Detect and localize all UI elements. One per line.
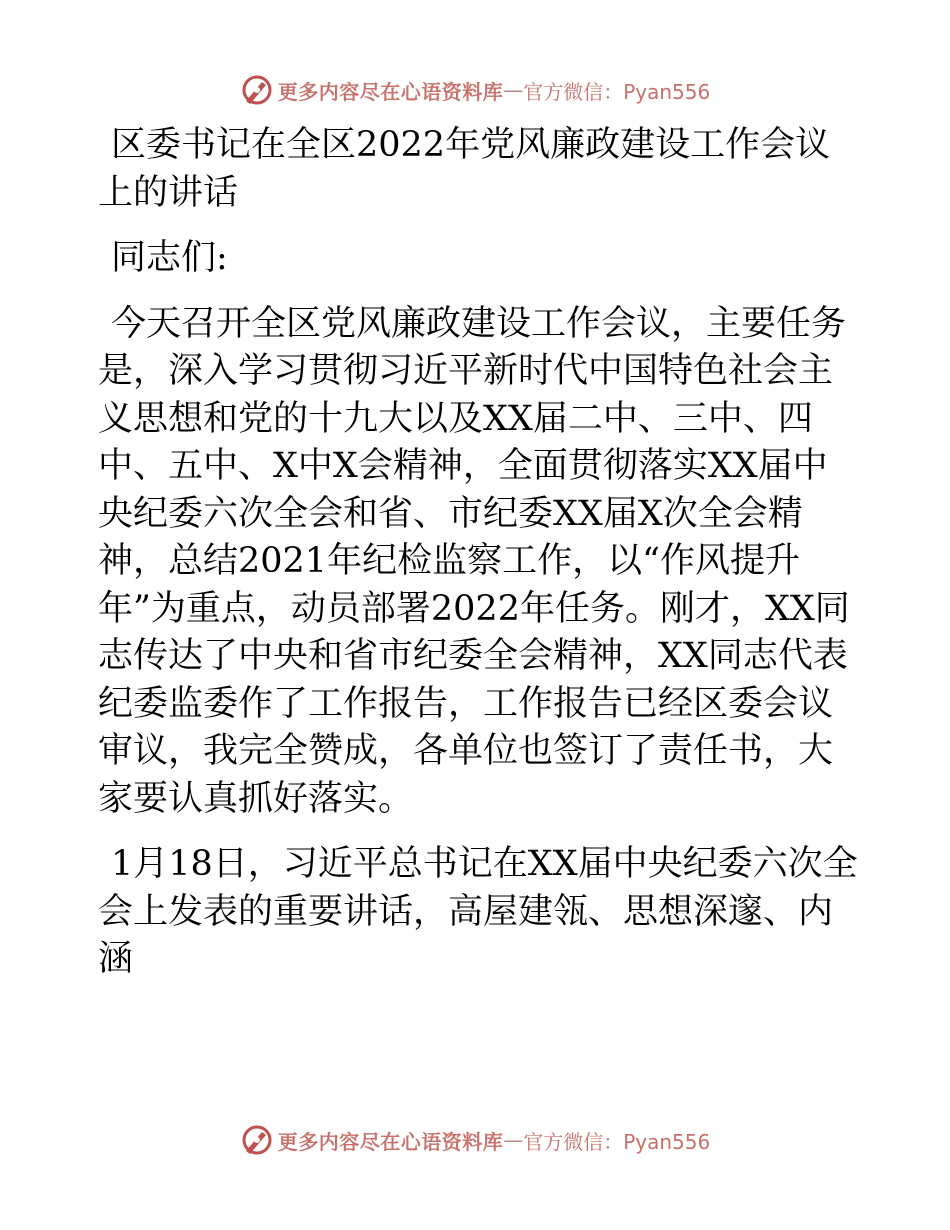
pen-logo-icon [240, 73, 274, 107]
watermark-banner-bottom [0, 1120, 950, 1160]
paragraph: 1月18日，习近平总书记在XX届中央纪委六次全会上发表的重要讲话，高屋建瓴、思想深邃、内涵 [98, 844, 858, 979]
pen-logo-icon [240, 1123, 274, 1157]
watermark-official-wechat: 官方微信：Pyan556 [523, 79, 711, 104]
paragraph: 今天召开全区党风廉政建设工作会议，主要任务是，深入学习贯彻习近平新时代中国特色社会主义思想和党的十九大以及XX届二中、三中、四中、五中、X中X会精神，全面贯彻落实XX届中央纪委六次全会和省、市纪委XX届X次全会精神，总结2021年纪检监察工作，以“作风提升年”为重点，动员部署2022年任务。刚才，XX同志传达了中央和省市纪委全会精神，XX同志代表纪委监委作了工作报告，工作报告已经区委会议审议，我完全赞成，各单位也签订了责任书，大家要认真抓好落实。 [98, 303, 850, 819]
watermark-official-wechat: 官方微信：Pyan556 [523, 1129, 711, 1154]
salutation: 同志们: [111, 238, 228, 278]
watermark-separator: — [503, 1128, 524, 1152]
watermark-brand: 更多内容尽在心语资料库 [277, 79, 504, 104]
watermark-separator: — [503, 78, 524, 102]
watermark-banner-top [0, 70, 950, 110]
document-body [98, 122, 858, 1002]
watermark-brand: 更多内容尽在心语资料库 [277, 1129, 504, 1154]
document-title: 区委书记在全区2022年党风廉政建设工作会议上的讲话 [98, 125, 831, 213]
